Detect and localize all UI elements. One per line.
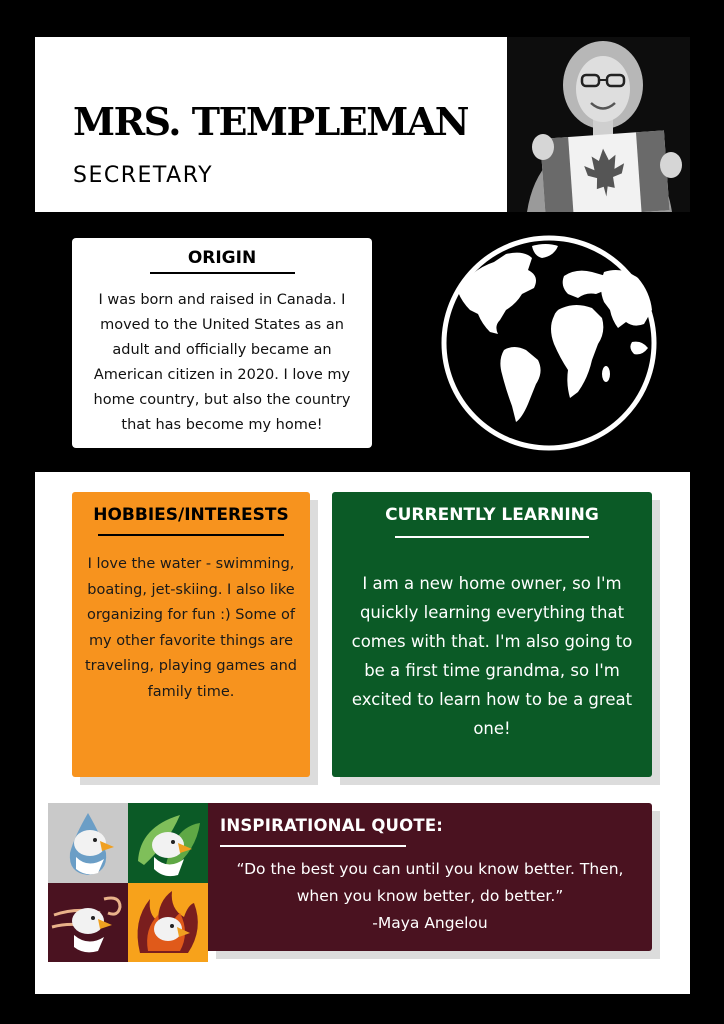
quote-card [208,803,652,951]
eagle-fire-icon [128,883,208,962]
quote-author: -Maya Angelou [372,914,488,932]
origin-text: I was born and raised in Canada. I moved to the United States as an adult and officially became an American citizen in 2020. I love my home country, but also the country that has become my home! [93,292,351,433]
quote-title: INSPIRATIONAL QUOTE: [220,816,444,835]
hobbies-title: HOBBIES/INTERESTS [93,505,289,525]
page-title: MRS. TEMPLEMAN [73,99,469,144]
portrait-with-flag-icon [507,37,690,212]
portrait-photo [507,37,690,212]
eagle-wind-icon [48,883,128,962]
quote-text [218,856,642,937]
learning-title: CURRENTLY LEARNING [385,505,599,525]
quote-body: “Do the best you can until you know better. Then, when you know better, do better.” [236,860,624,905]
origin-divider [150,272,295,274]
hobbies-card [72,492,310,777]
header-panel [35,37,507,212]
learning-card [332,492,652,777]
globe-icon [436,232,662,454]
origin-card [72,238,372,448]
eagle-leaf-icon [128,803,208,883]
job-title: SECRETARY [73,163,214,188]
quote-divider [220,845,406,847]
hobbies-text: I love the water - swimming, boating, jet-skiing. I also like organizing for fun :) Some of my other favorite things are traveling, playing games and family time. [84,556,297,700]
learning-divider [395,536,589,538]
hobbies-divider [98,534,284,536]
eagle-water-icon [48,803,128,883]
logo-grid [48,803,208,962]
origin-title: ORIGIN [187,248,257,268]
learning-text: I am a new home owner, so I'm quickly learning everything that comes with that. I'm also going to be a first time grandma, so I'm excited to learn how to be a great one! [351,574,633,738]
